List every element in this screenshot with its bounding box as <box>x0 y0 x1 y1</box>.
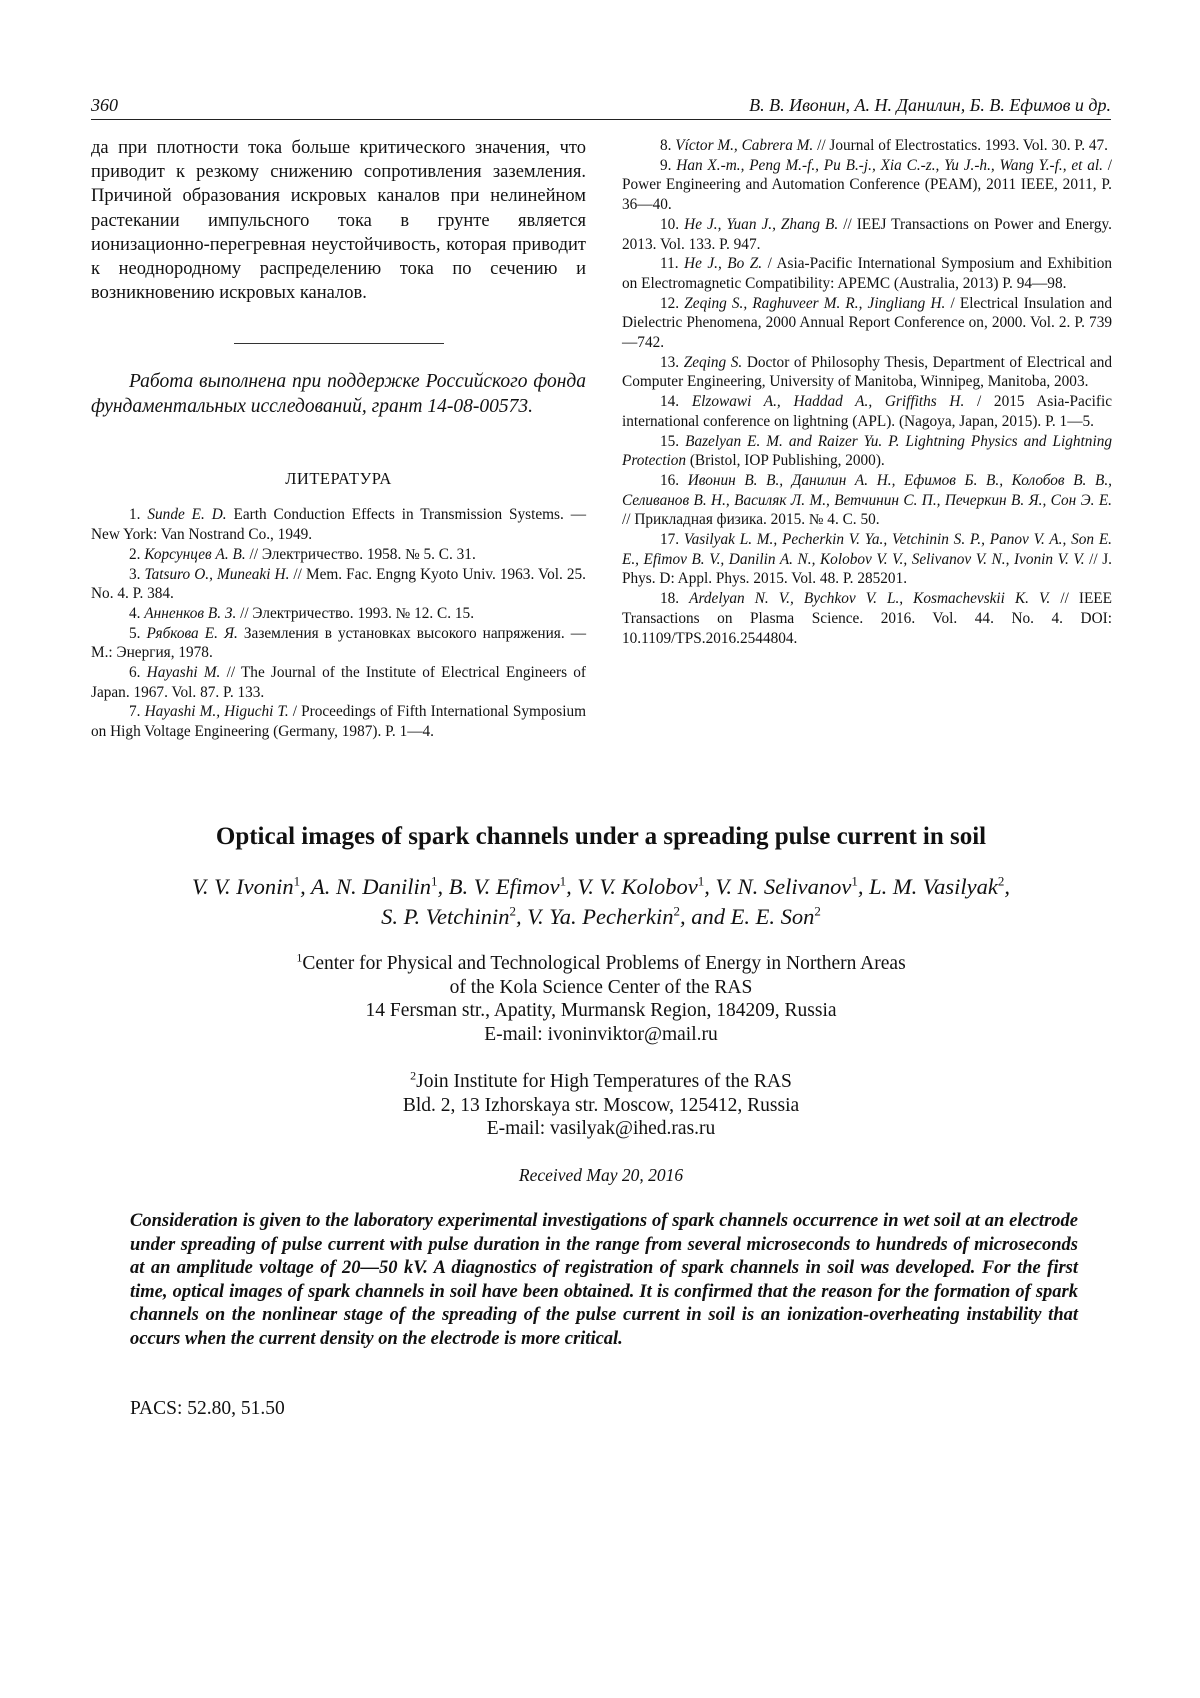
author-name: V. Ya. Pecherkin <box>527 904 674 929</box>
author-separator: , <box>437 874 449 899</box>
author-affiliation-mark: 2 <box>997 873 1005 889</box>
affiliation-1-email: E-mail: ivoninviktor@mail.ru <box>484 1023 718 1045</box>
reference-authors: Корсунцев А. В. <box>144 545 246 563</box>
reference-number: 6. <box>129 664 147 682</box>
left-column <box>91 136 586 742</box>
page-number: 360 <box>91 95 118 115</box>
reference-details: // IEEE Transactions on Plasma Science. 2016. Vol. 44. No. 4. DOI: 10.1109/TPS.2016.2544804. <box>622 590 1112 647</box>
reference-number: 14. <box>660 393 692 411</box>
reference-item <box>91 505 586 544</box>
reference-details: / 2015 Asia-Pacific international conference on lightning (APL). (Nagoya, Japan, 2015). P. 1—5. <box>622 393 1112 430</box>
reference-authors: Víctor M., Cabrera M. <box>675 137 814 154</box>
author-separator: , <box>515 904 528 929</box>
continued-body-text: да при плотности тока больше критического значения, что приводит к резкому снижению сопротивления заземления. Причиной образования искровых каналов при нелинейном растекании импульсного тока в грунте является ионизационно-перегревная неустойчивость, которая приводит к неоднородному распределению тока по сечению и возникновению искровых каналов. <box>91 138 586 304</box>
abstract: Consideration is given to the laboratory experimental investigations of spark channels occurrence in wet soil at an electrode under spreading of pulse current with pulse duration in the range from several microseconds to hundreds of microseconds at an amplitude voltage of 20—50 kV. A diagnostics of registration of spark channels in soil was developed. For the first time, optical images of spark channels in soil have been obtained. It is confirmed that the reason for the formation of spark channels on the nonlinear stage of the spreading of the pulse current in soil is an ionization-overheating instability that occurs when the current density on the electrode is more critical. <box>130 1211 1078 1349</box>
pacs-codes: PACS: 52.80, 51.50 <box>130 1398 285 1419</box>
author-line-1 <box>91 874 1111 900</box>
article-title: Optical images of spark channels under a spreading pulse current in soil <box>215 823 987 850</box>
author-separator: , <box>679 904 692 929</box>
affiliation-1 <box>91 952 1111 1046</box>
affiliation-2-line-2: Bld. 2, 13 Izhorskaya str. Moscow, 125412, Russia <box>402 1094 800 1116</box>
reference-authors: Han X.-m., Peng M.-f., Pu B.-j., Xia C.-z., Yu J.-h., Wang Y.-f., et al. <box>676 156 1103 174</box>
reference-number: 1. <box>129 506 148 524</box>
reference-authors: He J., Bo Z. <box>684 255 763 273</box>
affiliation-2-email: E-mail: vasilyak@ihed.ras.ru <box>486 1118 716 1139</box>
reference-authors: Zeqing S., Raghuveer M. R., Jingliang H. <box>684 294 946 312</box>
author-separator: , <box>857 874 870 899</box>
reference-list-right <box>622 136 1112 648</box>
reference-details: (Bristol, IOP Publishing, 2000). <box>686 452 885 470</box>
reference-item <box>622 530 1112 589</box>
author-line-2 <box>91 904 1111 930</box>
reference-number: 18. <box>660 590 690 608</box>
reference-number: 10. <box>660 215 685 233</box>
affiliation-2-line-1: $^2$Join Institute for High Temperatures of the RAS <box>410 1068 792 1092</box>
reference-details: // Прикладная физика. 2015. № 4. С. 50. <box>622 511 880 529</box>
reference-list-left <box>91 505 586 741</box>
author-affiliation-mark: 1 <box>851 873 858 889</box>
reference-details: // Электричество. 1958. № 5. С. 31. <box>245 545 476 563</box>
author-name: S. P. Vetchinin <box>381 904 510 929</box>
reference-item <box>622 353 1112 392</box>
author-name: V. V. Kolobov <box>577 874 698 899</box>
reference-item <box>622 392 1112 431</box>
author-separator: , <box>1004 874 1010 899</box>
reference-item <box>91 702 586 741</box>
reference-number: 9. <box>660 156 677 174</box>
author-affiliation-mark: 2 <box>509 903 516 919</box>
reference-item <box>91 545 586 565</box>
reference-authors: Vasilyak L. M., Pecherkin V. Ya., Vetchinin S. P., Panov V. A., Son E. E., Efimov B. V., Danilin A. N., Kolobov V. V., Selivanov V. N., Ivonin V. V. <box>622 531 1113 568</box>
author-name: V. N. Selivanov <box>715 874 852 899</box>
author-affiliation-mark: 1 <box>559 873 567 889</box>
affiliation-1-line-1: $^1$Center for Physical and Technological Problems of Energy in Northern Areas <box>296 950 906 974</box>
reference-details: Earth Conduction Effects in Transmission Systems. — New York: Van Nostrand Co., 1949. <box>91 506 587 544</box>
reference-details: // Journal of Electrostatics. 1993. Vol. 30. P. 47. <box>813 137 1108 154</box>
reference-item <box>622 254 1112 293</box>
reference-number: 7. <box>129 703 145 721</box>
reference-item <box>91 565 586 604</box>
reference-authors: Анненков В. З. <box>144 604 237 622</box>
reference-number: 5. <box>129 624 147 642</box>
reference-authors: Tatsuro O., Muneaki H. <box>144 565 290 583</box>
reference-authors: Ardelyan N. V., Bychkov V. L., Kosmachevskii K. V. <box>689 590 1051 608</box>
reference-item <box>91 604 586 624</box>
reference-details: / Electrical Insulation and Dielectric Phenomena, 2000 Annual Report Conference on, 2000. Vol. 2. P. 739—742. <box>622 294 1112 352</box>
reference-item <box>622 156 1112 215</box>
reference-details: // IEEJ Transactions on Power and Energy. 2013. Vol. 133. P. 947. <box>622 215 1113 253</box>
reference-authors: Zeqing S. <box>683 353 743 371</box>
reference-number: 4. <box>129 604 145 622</box>
reference-item <box>622 136 1112 156</box>
reference-details: // Электричество. 1993. № 12. С. 15. <box>236 604 475 622</box>
author-name: A. N. Danilin <box>311 874 432 899</box>
reference-authors: Hayashi M. <box>146 664 221 682</box>
running-header <box>91 91 1111 120</box>
author-separator: , <box>704 874 716 899</box>
reference-authors: Elzowawi A., Haddad A., Griffiths H. <box>691 393 965 411</box>
reference-details: Doctor of Philosophy Thesis, Department of Electrical and Computer Engineering, University of Manitoba, Winnipeg, Manitoba, 2003. <box>622 353 1113 391</box>
author-name: B. V. Efimov <box>448 874 560 899</box>
reference-number: 16. <box>660 471 688 489</box>
author-name: V. V. Ivonin <box>192 874 294 899</box>
reference-details: / Power Engineering and Automation Conference (PEAM), 2011 IEEE, 2011, P. 36—40. <box>622 156 1112 214</box>
reference-details: // Mem. Fac. Engng Kyoto Univ. 1963. Vol. 25. No. 4. P. 384. <box>91 565 586 603</box>
reference-details: / Proceedings of Fifth International Symposium on High Voltage Engineering (Germany, 1987). P. 1—4. <box>91 703 586 741</box>
reference-item <box>91 663 586 702</box>
author-affiliation-mark: 2 <box>673 903 680 919</box>
affiliation-2 <box>91 1070 1111 1141</box>
reference-details: // The Journal of the Institute of Electrical Engineers of Japan. 1967. Vol. 87. P. 133. <box>91 664 586 701</box>
reference-details: // J. Phys. D: Appl. Phys. 2015. Vol. 48. P. 285201. <box>622 550 1112 588</box>
author-name: and E. E. Son <box>691 904 815 929</box>
author-affiliation-mark: 1 <box>293 873 301 889</box>
reference-number: 11. <box>660 255 685 273</box>
reference-details: Заземления в установках высокого напряжения. — М.: Энергия, 1978. <box>91 624 587 662</box>
affiliation-1-line-2: of the Kola Science Center of the RAS <box>449 976 753 998</box>
reference-item <box>622 215 1112 254</box>
reference-number: 2. <box>129 545 145 563</box>
reference-number: 13. <box>660 353 684 371</box>
reference-item <box>622 589 1112 648</box>
running-authors: В. В. Ивонин, А. Н. Данилин, Б. В. Ефимов и др. <box>749 95 1111 115</box>
reference-number: 17. <box>660 531 684 549</box>
reference-authors: Bazelyan E. M. and Raizer Yu. P. Lightning Physics and Lightning Protection <box>622 432 1113 470</box>
reference-number: 3. <box>129 565 145 583</box>
reference-authors: He J., Yuan J., Zhang B. <box>684 215 839 233</box>
literature-heading: ЛИТЕРАТУРА <box>285 469 392 489</box>
reference-details: / Asia-Pacific International Symposium and Exhibition on Electromagnetic Compatibility: APEMC (Australia, 2013) P. 94—98. <box>622 255 1112 292</box>
reference-number: 12. <box>660 294 685 312</box>
reference-authors: Hayashi M., Higuchi T. <box>144 703 289 721</box>
affiliation-1-mark: 1 <box>296 950 303 965</box>
reference-item <box>622 432 1112 471</box>
author-separator: , <box>300 874 312 899</box>
reference-item <box>622 471 1112 530</box>
acknowledgement: Работа выполнена при поддержке Российского фонда фундаментальных исследований, грант 14-08-00573. <box>91 371 586 417</box>
reference-item <box>91 624 586 663</box>
reference-authors: Sunde E. D. <box>147 506 227 524</box>
author-affiliation-mark: 1 <box>697 873 705 889</box>
author-separator: , <box>566 874 578 899</box>
reference-authors: Рябкова Е. Я. <box>146 624 238 642</box>
reference-number: 8. <box>660 137 676 154</box>
affiliation-2-mark: 2 <box>410 1068 417 1083</box>
received-date: Received May 20, 2016 <box>518 1165 684 1185</box>
author-affiliation-mark: 1 <box>431 873 438 889</box>
reference-item <box>622 294 1112 353</box>
author-affiliation-mark: 2 <box>814 903 821 919</box>
reference-number: 15. <box>660 432 686 450</box>
affiliation-1-line-3: 14 Fersman str., Apatity, Murmansk Region, 184209, Russia <box>365 1000 837 1021</box>
right-column <box>622 136 1112 648</box>
reference-authors: Ивонин В. В., Данилин А. Н., Ефимов Б. В., Колобов В. В., Селиванов В. Н., Василяк Л. М., Ветчинин С. П., Печеркин В. Я., Сон Э. Е. <box>622 471 1112 509</box>
author-name: L. M. Vasilyak <box>869 874 998 899</box>
divider-rule <box>234 343 444 344</box>
